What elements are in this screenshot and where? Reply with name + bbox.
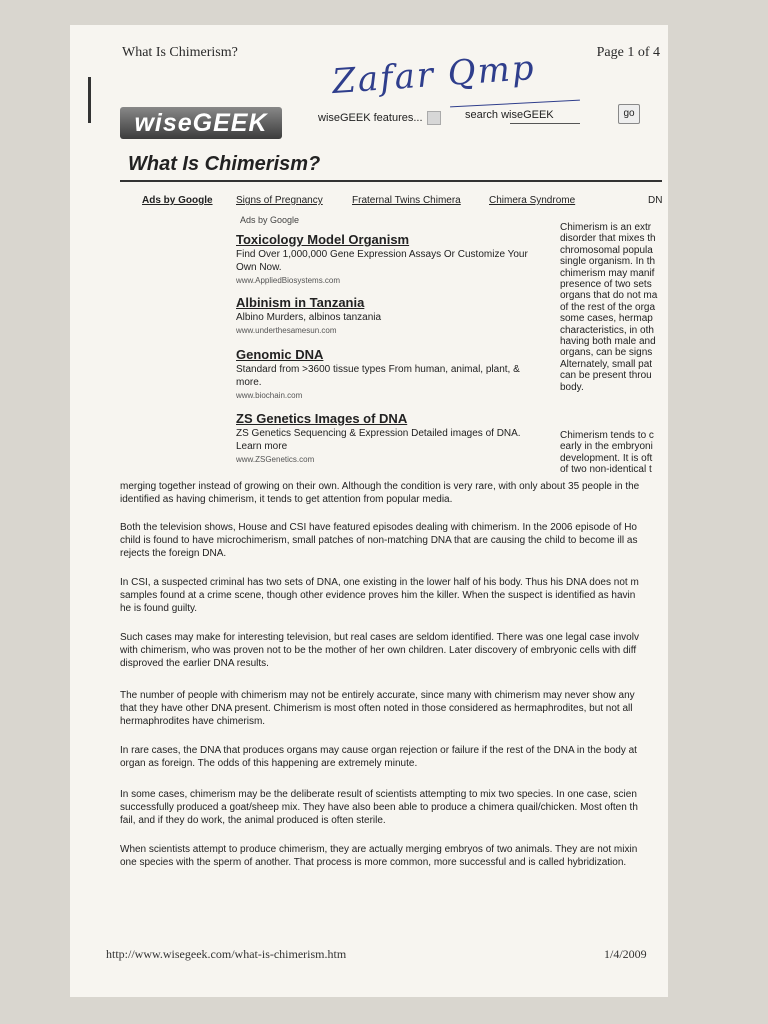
search-input[interactable]: search wiseGEEK [465,109,554,121]
article-paragraph: The number of people with chimerism may not be entirely accurate, since many with chimerism may never show any that they have other DNA present. Chimerism is most often noted in those considered as hermaphrodites, but not all hermaphrodites have chimerism. [120,690,635,727]
footer-date: 1/4/2009 [604,947,647,961]
ad-title[interactable]: Albinism in Tanzania [236,295,365,310]
article-intro-column: Chimerism is an extr disorder that mixes th chromosomal popula single organism. In th chimerism may manif presence of two sets organs that do not ma of the rest of the orga some cases, hermap characteristics, in oth having both male and organs, can be signs Alternately, small pat can be present throu body. [560,222,658,393]
ad-link-fraternal-twins[interactable]: Fraternal Twins Chimera [352,195,461,206]
ads-label: Ads by Google [240,215,300,225]
article-paragraph: Such cases may make for interesting television, but real cases are seldom identified. There was one legal case involv with chimerism, who was proven not to be the mother of her own children. Later discovery of embryonic cells with diff disproved the earlier DNA results. [120,632,639,669]
article-paragraph: In some cases, chimerism may be the deliberate result of scientists attempting to mix two species. In one case, scien successfully produced a goat/sheep mix. They have also been able to produce a chimera quail/chicken. Most often th fail, and if they do work, the animal produced is often sterile. [120,789,638,826]
ad-title[interactable]: Toxicology Model Organism [236,232,410,247]
article-title: What Is Chimerism? [128,153,321,175]
ad-description: Standard from >3600 tissue types From human, animal, plant, & more. [236,364,520,388]
ad-item[interactable] [236,232,536,285]
ad-link-chimera-syndrome[interactable]: Chimera Syndrome [489,195,576,206]
article-paragraph: In rare cases, the DNA that produces organs may cause organ rejection or failure if the rest of the DNA in the body at organ as foreign. The odds of this happening are extremely minute. [120,745,637,769]
ad-title[interactable]: Genomic DNA [236,347,324,362]
ad-url[interactable]: www.AppliedBiosystems.com [236,276,341,285]
ad-description: ZS Genetics Sequencing & Expression Detailed images of DNA. Learn more [236,428,521,452]
article-paragraph: Both the television shows, House and CSI have featured episodes dealing with chimerism. In the 2006 episode of Ho child is found to have microchimerism, small patches of non-matching DNA that are causing the child to become ill as rejects the foreign DNA. [120,522,638,559]
pen-mark [88,77,91,123]
ad-link-signs-of-pregnancy[interactable]: Signs of Pregnancy [236,195,323,206]
ad-item[interactable] [236,411,536,464]
go-button[interactable]: go [618,104,640,124]
ad-item[interactable] [236,295,536,335]
ad-link-dn[interactable]: DN [648,195,663,206]
printed-page [70,25,668,997]
title-divider [120,180,662,182]
features-dropdown[interactable] [318,111,441,125]
ad-item[interactable] [236,347,536,400]
article-paragraph: When scientists attempt to produce chimerism, they are actually merging embryos of two animals. They are not mixin one species with the sperm of another. That process is more common, more successful and is called hybridization. [120,844,638,868]
ad-url[interactable]: www.underthesamesun.com [236,326,337,335]
print-header-title: What Is Chimerism? [122,45,238,60]
article-paragraph: In CSI, a suspected criminal has two sets of DNA, one existing in the lower half of his body. Thus his DNA does not m samples found at a crime scene, though other evidence proves him the killer. When the suspect is identified as havin he is found guilty. [120,577,639,614]
wisegeek-logo[interactable]: wiseGEEK [120,107,282,139]
ad-url[interactable]: www.ZSGenetics.com [236,455,315,464]
dropdown-arrow-icon[interactable] [427,111,441,125]
search-underline [510,123,580,124]
ad-description: Find Over 1,000,000 Gene Expression Assays Or Customize Your Own Now. [236,249,528,273]
features-label: wiseGEEK features... [318,112,423,124]
ad-description: Albino Murders, albinos tanzania [236,312,382,323]
ad-bar-label[interactable]: Ads by Google [142,195,213,206]
article-intro-column-continued: Chimerism tends to c early in the embryoni development. It is oft of two non-identical t [560,430,654,476]
handwritten-signature: Zafar Qmp [330,47,537,103]
page-number: Page 1 of 4 [596,45,660,60]
article-paragraph: merging together instead of growing on their own. Although the condition is very rare, with only about 35 people in the identified as having chimerism, it tends to get attention from popular media. [120,481,640,505]
ad-url[interactable]: www.biochain.com [236,391,303,400]
signature-underline [450,100,580,108]
footer-url: http://www.wisegeek.com/what-is-chimerism.htm [106,947,347,961]
ad-title[interactable]: ZS Genetics Images of DNA [236,411,408,426]
